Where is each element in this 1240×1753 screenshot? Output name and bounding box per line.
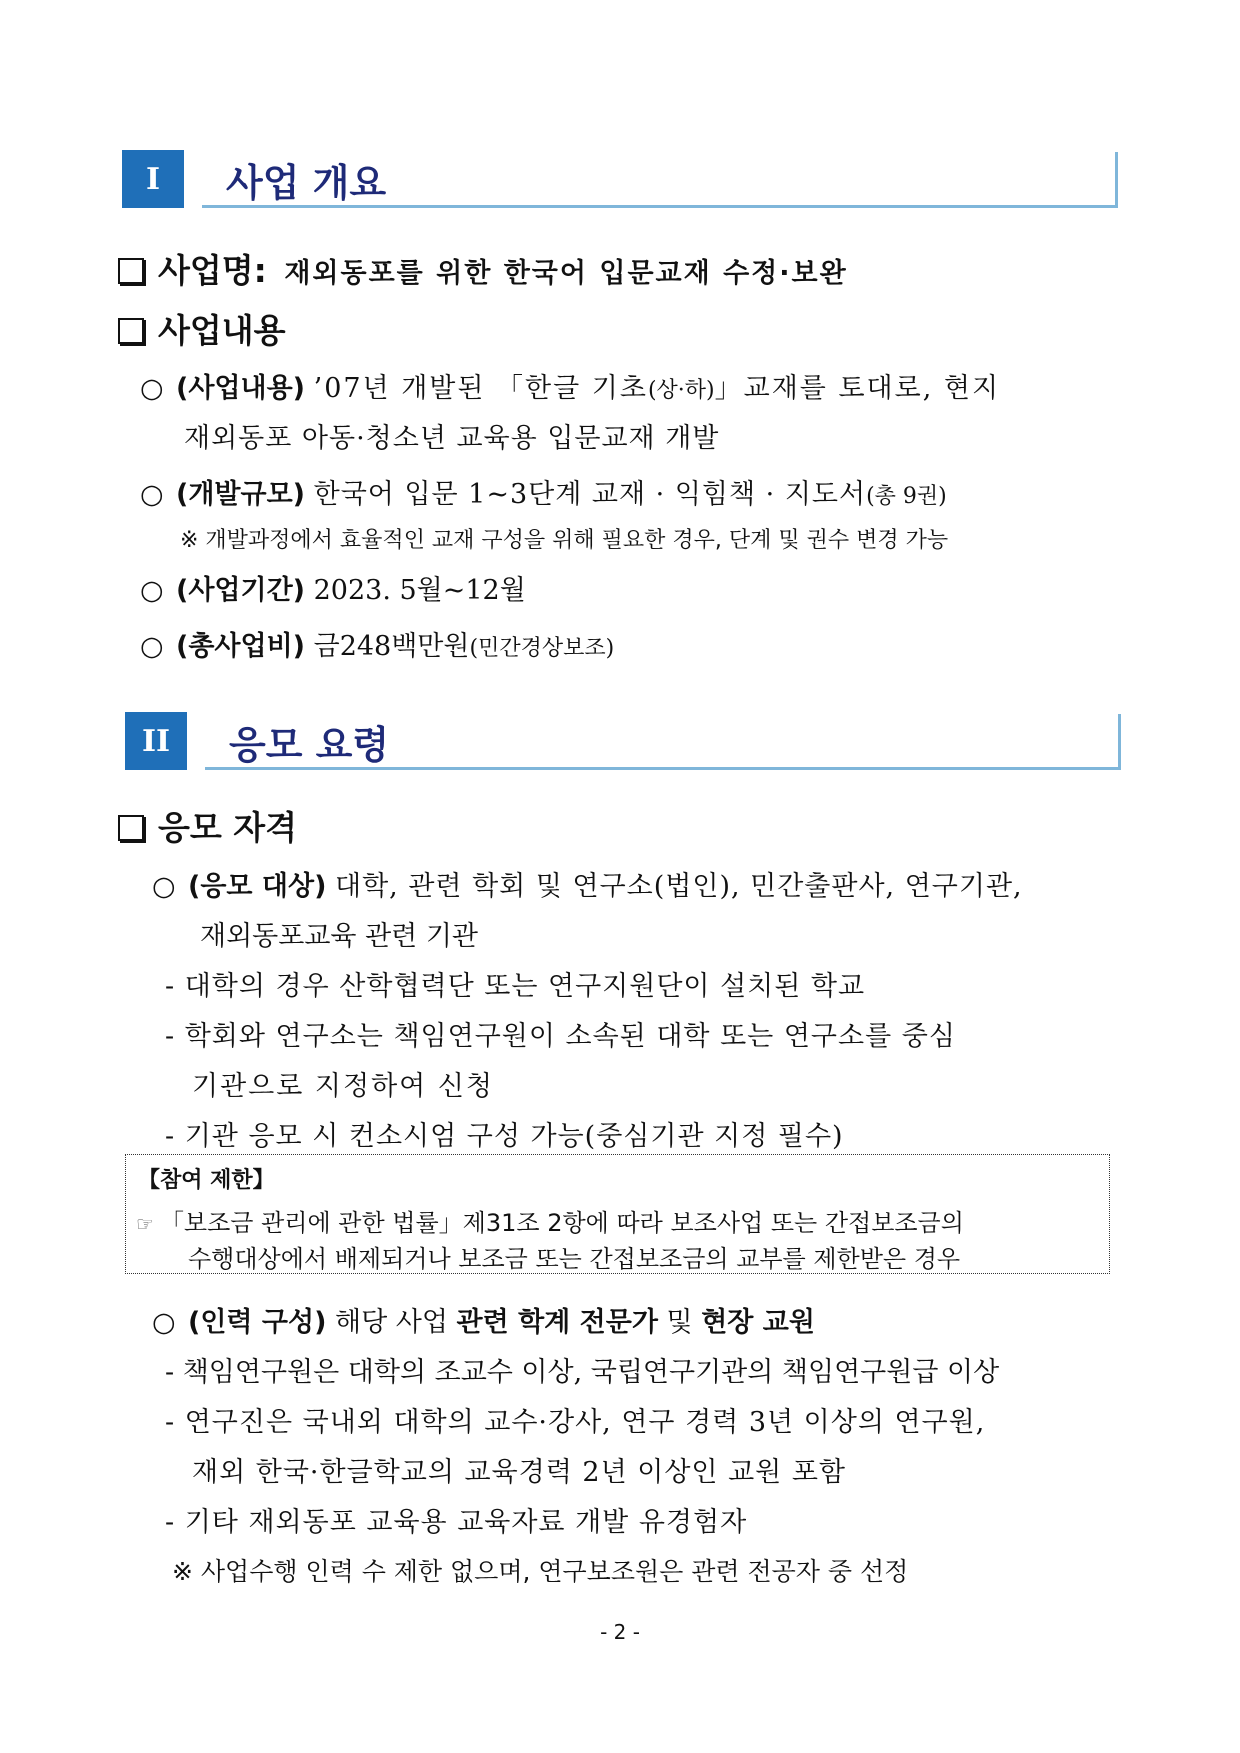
bullet-text: 해당 사업 [335, 1307, 448, 1338]
bullet-scale [140, 472, 947, 511]
staff-dash-2-line2: 재외 한국·한글학교의 교육경력 2년 이상인 교원 포함 [192, 1457, 846, 1488]
section-title: 응모 요령 [229, 723, 390, 767]
section-underline-tick [1115, 152, 1118, 208]
business-name-heading [118, 245, 848, 292]
business-content-heading [118, 305, 286, 352]
bullet-bold-text: 현장 교원 [701, 1307, 815, 1338]
business-name-label: 사업명: [158, 251, 267, 290]
restriction-box [125, 1154, 1110, 1274]
bullet-budget [140, 624, 614, 663]
bullet-text: 한국어 입문 1~3단계 교재 · 익힘책 · 지도서 [313, 479, 867, 510]
target-dash-1: - 대학의 경우 산학협력단 또는 연구지원단이 설치된 학교 [165, 971, 866, 1002]
section-number: I [122, 150, 184, 208]
section-underline [202, 205, 1118, 208]
bullet-text: 금248백만원 [313, 631, 470, 662]
bullet-text: 」교재를 토대로, 현지 [714, 373, 1001, 404]
bullet-label: (개발규모) [176, 479, 306, 510]
bullet-bold-text: 관련 학계 전문가 [456, 1307, 658, 1338]
staff-dash-1: - 책임연구원은 대학의 조교수 이상, 국립연구기관의 책임연구원급 이상 [165, 1357, 1000, 1388]
restriction-title: 【참여 제한】 [138, 1168, 275, 1193]
bullet-content [140, 366, 1000, 405]
bullet-period [140, 568, 526, 607]
circle-bullet-icon: ○ [140, 575, 164, 606]
bullet-staff [152, 1300, 815, 1339]
staff-dash-3: - 기타 재외동포 교육용 교육자료 개발 유경험자 [165, 1507, 748, 1538]
bullet-small-text: (총 9권) [866, 484, 947, 509]
bullet-label: (인력 구성) [188, 1307, 327, 1338]
bullet-label: (사업내용) [176, 373, 306, 404]
business-name-value: 재외동포를 위한 한국어 입문교재 수정·보완 [284, 258, 848, 289]
bullet-small-text: (민간경상보조) [469, 636, 615, 661]
circle-bullet-icon: ○ [152, 1307, 176, 1338]
circle-bullet-icon: ○ [140, 631, 164, 662]
target-dash-2: - 학회와 연구소는 책임연구원이 소속된 대학 또는 연구소를 중심 [165, 1021, 956, 1052]
circle-bullet-icon: ○ [140, 373, 164, 404]
restriction-line-1 [136, 1203, 964, 1238]
restriction-text: 「보조금 관리에 관한 법률」제31조 2항에 따라 보조사업 또는 간접보조금의 [159, 1209, 964, 1237]
restriction-line-2: 수행대상에서 배제되거나 보조금 또는 간접보조금의 교부를 제한받은 경우 [188, 1245, 961, 1273]
checkbox-icon [118, 318, 144, 344]
bullet-text: 2023. 5월~12월 [313, 575, 526, 606]
eligibility-heading-text: 응모 자격 [158, 808, 298, 847]
eligibility-heading [118, 802, 297, 849]
staff-dash-2: - 연구진은 국내외 대학의 교수·강사, 연구 경력 3년 이상의 연구원, [165, 1407, 986, 1438]
bullet-text: 대학, 관련 학회 및 연구소(법인), 민간출판사, 연구기관, [335, 871, 1023, 902]
checkbox-icon [118, 258, 144, 284]
section-underline-tick [1118, 714, 1121, 770]
business-content-heading-text: 사업내용 [158, 311, 286, 350]
bullet-target [152, 864, 1023, 903]
circle-bullet-icon: ○ [140, 479, 164, 510]
bullet-text: ’07년 개발된 「한글 기초 [313, 373, 648, 404]
section-underline [205, 767, 1121, 770]
section-number: II [125, 712, 187, 770]
circle-bullet-icon: ○ [152, 871, 176, 902]
bullet-small-text: (상·하) [647, 378, 715, 403]
bullet-target-line2: 재외동포교육 관련 기관 [200, 921, 478, 952]
bullet-label: (총사업비) [176, 631, 306, 662]
bullet-text: 및 [666, 1307, 693, 1338]
bullet-label: (응모 대상) [188, 871, 327, 902]
page-number: - 2 - [600, 1620, 640, 1644]
target-dash-2-line2: 기관으로 지정하여 신청 [192, 1071, 494, 1102]
bullet-label: (사업기간) [176, 575, 306, 606]
scale-note: ※ 개발과정에서 효율적인 교재 구성을 위해 필요한 경우, 단계 및 권수 변경 가능 [180, 528, 949, 553]
checkbox-icon [118, 815, 144, 841]
pointing-hand-icon: ☞ [136, 1212, 154, 1236]
bullet-content-line2: 재외동포 아동·청소년 교육용 입문교재 개발 [184, 423, 720, 454]
section-title: 사업 개요 [226, 161, 387, 205]
target-dash-3: - 기관 응모 시 컨소시엄 구성 가능(중심기관 지정 필수) [165, 1121, 844, 1152]
staff-note: ※ 사업수행 인력 수 제한 없으며, 연구보조원은 관련 전공자 중 선정 [172, 1557, 909, 1586]
section-header-2 [125, 712, 1121, 770]
section-header-1 [122, 150, 1118, 208]
